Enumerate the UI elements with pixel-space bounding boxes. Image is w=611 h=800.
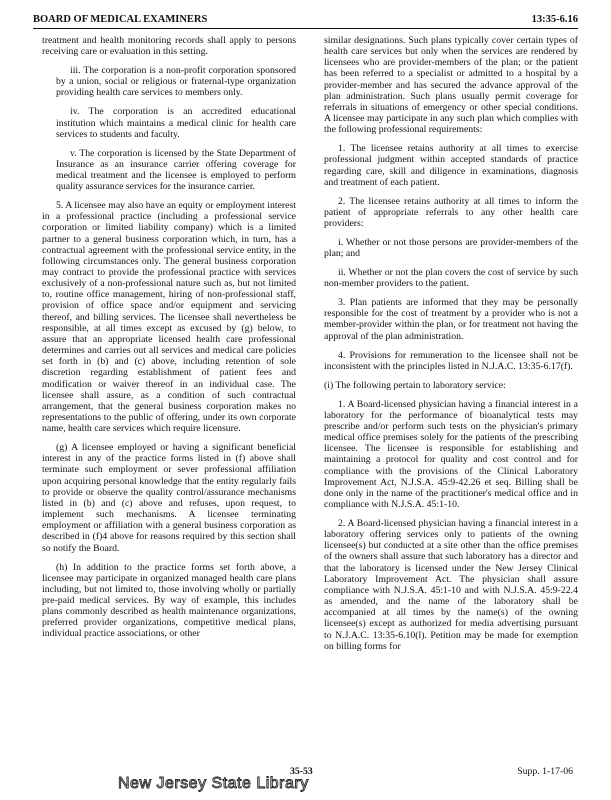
paragraph: ii. Whether or not the plan covers the cost of service by such non-member providers to the patient. bbox=[324, 267, 578, 290]
paragraph: v. The corporation is licensed by the State Department of Insurance as an insurance carrier offering coverage for medical treatment and the licensee is employed to perform quality assurance services for the insurance carrier. bbox=[56, 147, 296, 193]
paragraph: 1. The licensee retains authority at all times to exercise professional judgment within accepted standards of practice regarding care, skill and diligence in examinations, diagnosis and treatment of each patient. bbox=[324, 143, 578, 188]
paragraph: 1. A Board-licensed physician having a financial interest in a laboratory for the performance of bioanalytical tests may prescribe and/or perform such tests on the physician's primary medical office premises solely for the patients of the prescribing licensee. The licensee is responsible for establishing and maintaining a protocol for quality and cost control and for compliance with the provisions of the Clinical Laboratory Improvement Act, N.J.S.A. 45:9-42.26 et seq. Billing shall be done only in the name of the practitioner's medical office and in compliance with N.J.S.A. 45:1-10. bbox=[324, 398, 578, 510]
paragraph: iv. The corporation is an accredited educational institution which maintains a medical clinic for health care services to students and faculty. bbox=[56, 106, 296, 140]
paragraph: 2. The licensee retains authority at all times to inform the patient of appropriate referrals to any other health care providers: bbox=[324, 195, 578, 229]
paragraph: 5. A licensee may also have an equity or employment interest in a professional practice (including a professional service corporation or limited liability company) which is a limited partner to a general business corporation which, in turn, has a contractual agreement with the professional service entity, in the following circumstances only. The general business corporation may contract to provide the professional practice with services exclusively of a non-professional nature such as, but not limited to, routine office management, hiring of non-professional staff, provision of office space and/or equipment and servicing thereof, and billing services. The licensee shall nevertheless be responsible, at all times except as excused by (g) below, to assure that an appropriate licensed health care professional determines and carries out all services and medical care policies set forth in (b) and (c) above, including retention of sole discretion regarding establishment of patient fees and modification or waiver thereof in an individual case. The licensee shall assure, as a condition of such contractual arrangement, that the general business corporation makes no representations to the public of offering, under its own corporate name, health care services which require licensure. bbox=[42, 200, 296, 435]
page-number: 35-53 bbox=[290, 766, 313, 777]
paragraph: 3. Plan patients are informed that they may be personally responsible for the cost of treatment by a provider who is not a member-provider within the plan, or for treatment not having the approval of the plan administration. bbox=[324, 297, 578, 342]
paragraph: 4. Provisions for remuneration to the licensee shall not be inconsistent with the principles listed in N.J.A.C. 13:35-6.17(f). bbox=[324, 349, 578, 372]
paragraph: treatment and health monitoring records shall apply to persons receiving care or evaluation in this setting. bbox=[42, 35, 296, 58]
paragraph: (i) The following pertain to laboratory service: bbox=[324, 379, 506, 391]
supplement-date: Supp. 1-17-06 bbox=[517, 766, 573, 777]
paragraph: similar designations. Such plans typically cover certain types of health care services but only when the services are rendered by licensees who are provider-members of the plan; or the patient has been referred to a specialist or admitted to a hospital by a provider-member and has secured the advance approval of the plan administration. Such plans usually permit coverage for referrals in situations of emergency or other special conditions. A licensee may participate in any such plan which complies with the following professional requirements: bbox=[324, 35, 578, 136]
paragraph: (g) A licensee employed or having a significant beneficial interest in any of the practice forms listed in (f) above shall terminate such employment or sever professional affiliation upon acquiring personal knowledge that the entity regularly fails to provide or observe the quality control/assurance mechanisms listed in (b) and (c) above and refuses, upon request, to implement such mechanisms. A licensee terminating employment or affiliation with a general business corporation as described in (f)4 above for reasons required by this section shall so notify the Board. bbox=[42, 442, 296, 554]
header-section-number: 13:35-6.16 bbox=[531, 14, 578, 25]
header-title: BOARD OF MEDICAL EXAMINERS bbox=[33, 14, 208, 25]
paragraph: i. Whether or not those persons are provider-members of the plan; and bbox=[324, 236, 578, 260]
paragraph: (h) In addition to the practice forms set forth above, a licensee may participate in organized managed health care plans including, but not limited to, those involving wholly or partially pre-paid medical services. By way of example, this includes plans commonly described as health maintenance organizations, preferred provider organizations, competitive medical plans, individual practice associations, or other bbox=[42, 561, 296, 640]
left-text-column bbox=[42, 35, 296, 647]
paragraph: 2. A Board-licensed physician having a financial interest in a laboratory offering services only to patients of the owning licensee(s) but conducted at a site other than the office premises of the owners shall assure that such laboratory has a director and that the laboratory is licensed under the New Jersey Clinical Laboratory Improvement Act. The physician shall assure compliance with N.J.S.A. 45:1-10 and with N.J.S.A. 45:9-22.4 as amended, and the name of the laboratory shall be accompanied at all times by the name(s) of the owning licensee(s) except as authorized for media advertising pursuant to N.J.A.C. 13:35-6.10(l). Petition may be made for exemption on billing forms for bbox=[324, 517, 578, 652]
header-rule bbox=[33, 28, 578, 29]
paragraph: iii. The corporation is a non-profit corporation sponsored by a union, social or religious or fraternal-type organization providing health care services to members only. bbox=[56, 65, 296, 99]
right-text-column bbox=[324, 35, 578, 660]
library-watermark: New Jersey State Library bbox=[118, 775, 309, 792]
